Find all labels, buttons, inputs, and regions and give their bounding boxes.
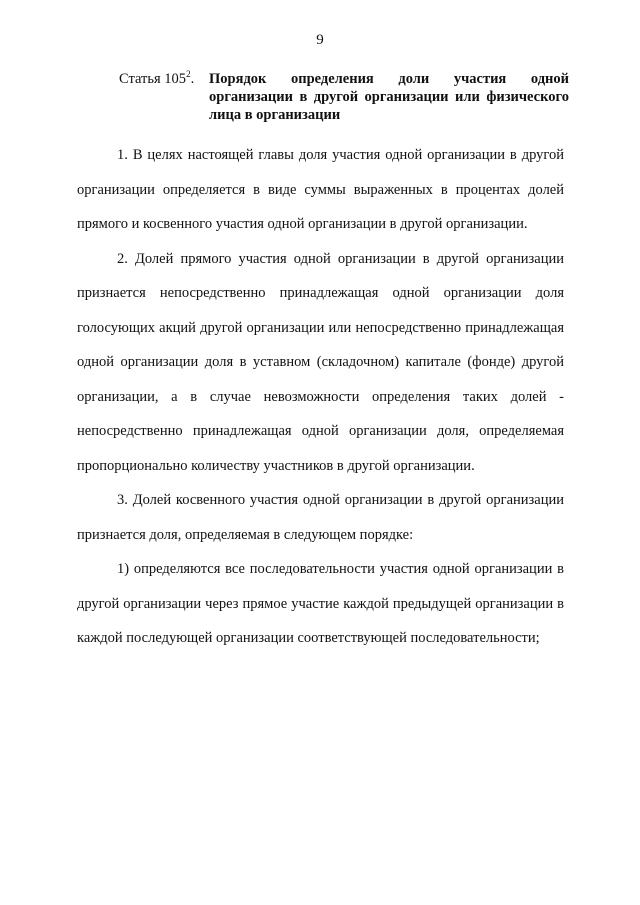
page-number: 9 — [316, 32, 324, 48]
article-label — [119, 70, 194, 88]
paragraph-2: 2. Долей прямого участия одной организации в другой организации признается непосредственно принадлежащая одной организации доля голосующих акций другой организации или непосредственно принадлежащая одной организации доля в уставном (складочном) капитале (фонде) другой организации, а в случае невозможности определения таких долей - непосредственно принадлежащая одной организации доля, определяемая пропорционально количеству участников в другой организации. — [77, 250, 564, 474]
paragraph-3: 3. Долей косвенного участия одной организации в другой организации признается доля, определяемая в следующем порядке: — [77, 492, 564, 543]
article-label-text: Статья 105 — [119, 71, 187, 87]
article-label-suffix: . — [190, 71, 195, 87]
article-label-superscript: 2 — [186, 69, 191, 80]
article-heading — [119, 70, 569, 124]
article-body — [77, 138, 564, 656]
article-title: Порядок определения доли участия одной организации в другой организации или физического лица в организации — [209, 71, 569, 123]
paragraph-1: 1. В целях настоящей главы доля участия одной организации в другой организации определяется в виде суммы выраженных в процентах долей прямого и косвенного участия одной организации в другой организации. — [77, 147, 564, 232]
paragraph-3-item-1: 1) определяются все последовательности участия одной организации в другой организации через прямое участие каждой предыдущей организации в каждой последующей организации соответствующей последовательности; — [77, 561, 564, 646]
